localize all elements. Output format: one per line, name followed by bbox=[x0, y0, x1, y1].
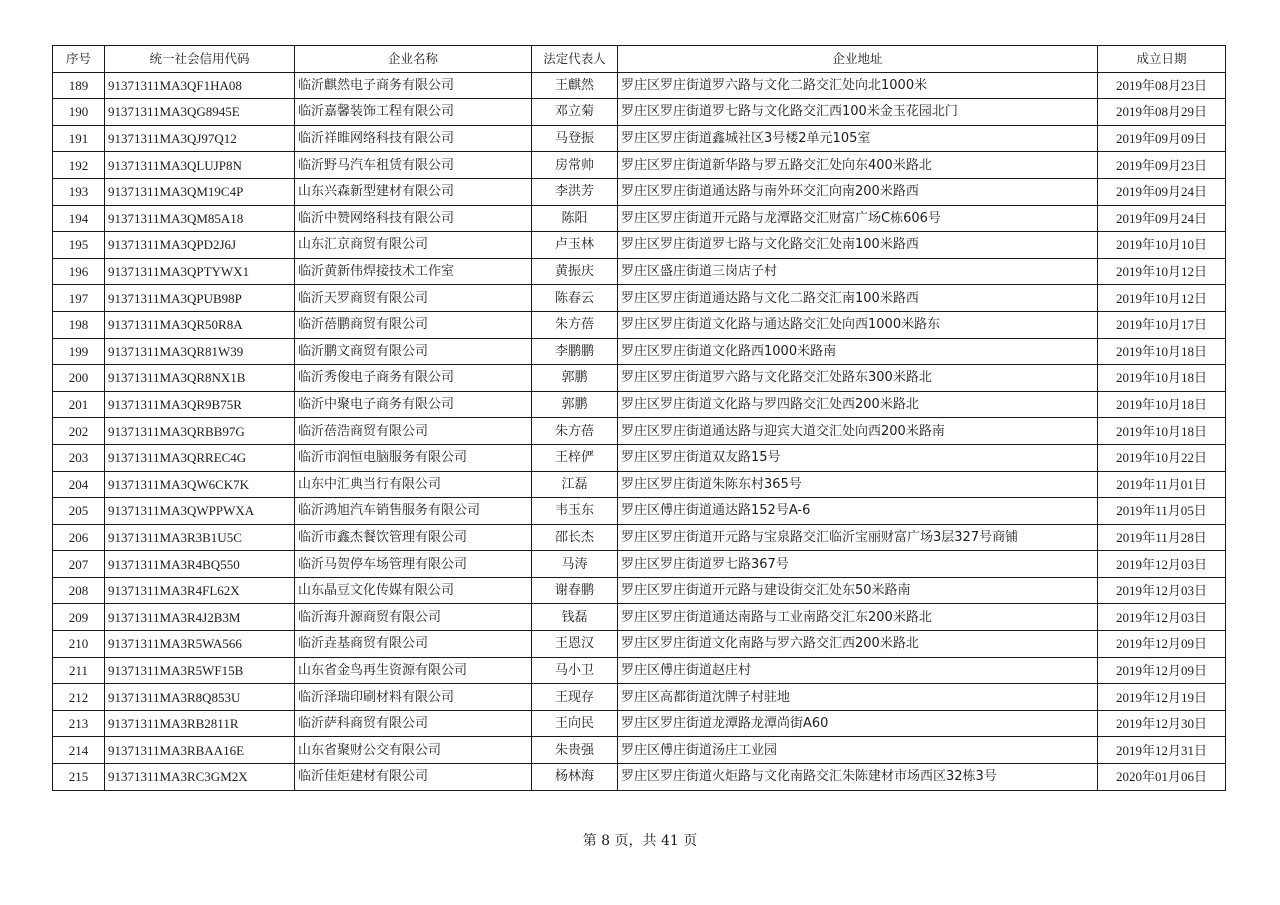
cell-legal-rep: 李鹏鹏 bbox=[532, 338, 618, 365]
cell-credit-code: 91371311MA3R4FL62X bbox=[105, 577, 295, 604]
cell-address: 罗庄区罗庄街道双友路15号 bbox=[618, 444, 1098, 471]
cell-credit-code: 91371311MA3R8Q853U bbox=[105, 684, 295, 711]
page-number: 第 8 页，共 41 页 bbox=[582, 833, 698, 849]
cell-seq: 202 bbox=[53, 418, 105, 445]
cell-company-name: 山东省金鸟再生资源有限公司 bbox=[295, 657, 532, 684]
cell-seq: 210 bbox=[53, 631, 105, 658]
cell-founded-date: 2019年12月19日 bbox=[1098, 684, 1226, 711]
cell-credit-code: 91371311MA3QJ97Q12 bbox=[105, 125, 295, 152]
cell-founded-date: 2019年10月18日 bbox=[1098, 418, 1226, 445]
cell-legal-rep: 卢玉林 bbox=[532, 232, 618, 259]
cell-address: 罗庄区罗庄街道火炬路与文化南路交汇朱陈建材市场西区32栋3号 bbox=[618, 764, 1098, 791]
cell-legal-rep: 邵长杰 bbox=[532, 524, 618, 551]
cell-legal-rep: 王现存 bbox=[532, 684, 618, 711]
table-row bbox=[53, 524, 1226, 551]
cell-address: 罗庄区罗庄街道龙潭路龙潭尚街A60 bbox=[618, 710, 1098, 737]
cell-founded-date: 2019年10月22日 bbox=[1098, 444, 1226, 471]
cell-seq: 193 bbox=[53, 178, 105, 205]
cell-seq: 212 bbox=[53, 684, 105, 711]
table-row bbox=[53, 152, 1226, 179]
table-row bbox=[53, 577, 1226, 604]
cell-credit-code: 91371311MA3QR50R8A bbox=[105, 311, 295, 338]
cell-credit-code: 91371311MA3QW6CK7K bbox=[105, 471, 295, 498]
cell-company-name: 山东中汇典当行有限公司 bbox=[295, 471, 532, 498]
cell-seq: 203 bbox=[53, 444, 105, 471]
cell-company-name: 山东汇京商贸有限公司 bbox=[295, 232, 532, 259]
cell-founded-date: 2019年10月18日 bbox=[1098, 365, 1226, 392]
cell-seq: 199 bbox=[53, 338, 105, 365]
cell-credit-code: 91371311MA3QR9B75R bbox=[105, 391, 295, 418]
cell-credit-code: 91371311MA3QPUB98P bbox=[105, 285, 295, 312]
cell-address: 罗庄区罗庄街道罗七路与文化路交汇西100米金玉花园北门 bbox=[618, 99, 1098, 126]
cell-founded-date: 2019年11月01日 bbox=[1098, 471, 1226, 498]
cell-founded-date: 2019年09月09日 bbox=[1098, 125, 1226, 152]
cell-founded-date: 2019年11月28日 bbox=[1098, 524, 1226, 551]
cell-legal-rep: 李洪芳 bbox=[532, 178, 618, 205]
cell-credit-code: 91371311MA3QLUJP8N bbox=[105, 152, 295, 179]
cell-address: 罗庄区罗庄街道通达南路与工业南路交汇东200米路北 bbox=[618, 604, 1098, 631]
cell-legal-rep: 韦玉东 bbox=[532, 498, 618, 525]
cell-address: 罗庄区罗庄街道通达路与文化二路交汇南100米路西 bbox=[618, 285, 1098, 312]
cell-address: 罗庄区罗庄街道开元路与龙潭路交汇财富广场C栋606号 bbox=[618, 205, 1098, 232]
cell-credit-code: 91371311MA3R4BQ550 bbox=[105, 551, 295, 578]
cell-credit-code: 91371311MA3QR8NX1B bbox=[105, 365, 295, 392]
cell-seq: 205 bbox=[53, 498, 105, 525]
table-row bbox=[53, 710, 1226, 737]
cell-seq: 206 bbox=[53, 524, 105, 551]
cell-company-name: 临沂萨科商贸有限公司 bbox=[295, 710, 532, 737]
cell-address: 罗庄区傅庄街道汤庄工业园 bbox=[618, 737, 1098, 764]
cell-address: 罗庄区高都街道沈牌子村驻地 bbox=[618, 684, 1098, 711]
cell-legal-rep: 马涛 bbox=[532, 551, 618, 578]
table-row bbox=[53, 604, 1226, 631]
cell-seq: 215 bbox=[53, 764, 105, 791]
cell-credit-code: 91371311MA3RC3GM2X bbox=[105, 764, 295, 791]
cell-address: 罗庄区罗庄街道鑫城社区3号楼2单元105室 bbox=[618, 125, 1098, 152]
table-row bbox=[53, 99, 1226, 126]
cell-address: 罗庄区盛庄街道三岗店子村 bbox=[618, 258, 1098, 285]
cell-seq: 192 bbox=[53, 152, 105, 179]
header-address: 企业地址 bbox=[618, 46, 1098, 73]
cell-seq: 207 bbox=[53, 551, 105, 578]
cell-founded-date: 2019年08月29日 bbox=[1098, 99, 1226, 126]
cell-seq: 201 bbox=[53, 391, 105, 418]
cell-address: 罗庄区罗庄街道罗六路与文化路交汇处路东300米路北 bbox=[618, 365, 1098, 392]
cell-founded-date: 2019年10月18日 bbox=[1098, 391, 1226, 418]
cell-address: 罗庄区罗庄街道朱陈东村365号 bbox=[618, 471, 1098, 498]
cell-address: 罗庄区罗庄街道通达路与迎宾大道交汇处向西200米路南 bbox=[618, 418, 1098, 445]
header-founded-date: 成立日期 bbox=[1098, 46, 1226, 73]
table-body bbox=[53, 72, 1226, 790]
cell-company-name: 临沂中聚电子商务有限公司 bbox=[295, 391, 532, 418]
cell-legal-rep: 郭鹏 bbox=[532, 391, 618, 418]
cell-founded-date: 2019年12月09日 bbox=[1098, 657, 1226, 684]
cell-credit-code: 91371311MA3RBAA16E bbox=[105, 737, 295, 764]
cell-address: 罗庄区傅庄街道通达路152号A-6 bbox=[618, 498, 1098, 525]
header-row bbox=[53, 46, 1226, 73]
cell-company-name: 山东兴森新型建材有限公司 bbox=[295, 178, 532, 205]
cell-credit-code: 91371311MA3QM19C4P bbox=[105, 178, 295, 205]
cell-company-name: 临沂垚基商贸有限公司 bbox=[295, 631, 532, 658]
cell-address: 罗庄区罗庄街道通达路与南外环交汇向南200米路西 bbox=[618, 178, 1098, 205]
header-legal-rep: 法定代表人 bbox=[532, 46, 618, 73]
cell-company-name: 临沂泽瑞印刷材料有限公司 bbox=[295, 684, 532, 711]
cell-legal-rep: 马登振 bbox=[532, 125, 618, 152]
table-header bbox=[53, 46, 1226, 73]
cell-company-name: 临沂秀俊电子商务有限公司 bbox=[295, 365, 532, 392]
cell-seq: 204 bbox=[53, 471, 105, 498]
table-row bbox=[53, 232, 1226, 259]
cell-seq: 195 bbox=[53, 232, 105, 259]
cell-seq: 198 bbox=[53, 311, 105, 338]
table-row bbox=[53, 418, 1226, 445]
cell-address: 罗庄区罗庄街道文化南路与罗六路交汇西200米路北 bbox=[618, 631, 1098, 658]
cell-company-name: 临沂佳炬建材有限公司 bbox=[295, 764, 532, 791]
cell-legal-rep: 陈阳 bbox=[532, 205, 618, 232]
cell-credit-code: 91371311MA3QR81W39 bbox=[105, 338, 295, 365]
table-row bbox=[53, 311, 1226, 338]
cell-legal-rep: 杨林海 bbox=[532, 764, 618, 791]
cell-credit-code: 91371311MA3R5WF15B bbox=[105, 657, 295, 684]
header-credit-code: 统一社会信用代码 bbox=[105, 46, 295, 73]
cell-founded-date: 2020年01月06日 bbox=[1098, 764, 1226, 791]
table-row bbox=[53, 365, 1226, 392]
cell-founded-date: 2019年12月30日 bbox=[1098, 710, 1226, 737]
table-row bbox=[53, 737, 1226, 764]
cell-founded-date: 2019年10月12日 bbox=[1098, 258, 1226, 285]
cell-address: 罗庄区罗庄街道文化路与通达路交汇处向西1000米路东 bbox=[618, 311, 1098, 338]
cell-founded-date: 2019年08月23日 bbox=[1098, 72, 1226, 99]
header-company-name: 企业名称 bbox=[295, 46, 532, 73]
table-row bbox=[53, 258, 1226, 285]
cell-legal-rep: 朱方蓓 bbox=[532, 418, 618, 445]
cell-company-name: 临沂鹏文商贸有限公司 bbox=[295, 338, 532, 365]
cell-founded-date: 2019年11月05日 bbox=[1098, 498, 1226, 525]
cell-company-name: 山东晶豆文化传媒有限公司 bbox=[295, 577, 532, 604]
cell-founded-date: 2019年10月10日 bbox=[1098, 232, 1226, 259]
cell-legal-rep: 王麒然 bbox=[532, 72, 618, 99]
cell-legal-rep: 江磊 bbox=[532, 471, 618, 498]
table-row bbox=[53, 178, 1226, 205]
cell-credit-code: 91371311MA3RB2811R bbox=[105, 710, 295, 737]
cell-credit-code: 91371311MA3QG8945E bbox=[105, 99, 295, 126]
cell-company-name: 临沂天罗商贸有限公司 bbox=[295, 285, 532, 312]
table-row bbox=[53, 498, 1226, 525]
cell-company-name: 临沂蓓浩商贸有限公司 bbox=[295, 418, 532, 445]
cell-company-name: 临沂嘉馨装饰工程有限公司 bbox=[295, 99, 532, 126]
table-row bbox=[53, 551, 1226, 578]
cell-seq: 211 bbox=[53, 657, 105, 684]
cell-credit-code: 91371311MA3QM85A18 bbox=[105, 205, 295, 232]
cell-legal-rep: 朱贵强 bbox=[532, 737, 618, 764]
table-row bbox=[53, 205, 1226, 232]
cell-legal-rep: 王恩汉 bbox=[532, 631, 618, 658]
table-row bbox=[53, 285, 1226, 312]
cell-company-name: 临沂马贺停车场管理有限公司 bbox=[295, 551, 532, 578]
cell-seq: 208 bbox=[53, 577, 105, 604]
table-row bbox=[53, 631, 1226, 658]
cell-address: 罗庄区罗庄街道罗六路与文化二路交汇处向北1000米 bbox=[618, 72, 1098, 99]
cell-legal-rep: 谢春鹏 bbox=[532, 577, 618, 604]
cell-founded-date: 2019年12月31日 bbox=[1098, 737, 1226, 764]
cell-legal-rep: 邓立菊 bbox=[532, 99, 618, 126]
cell-credit-code: 91371311MA3R3B1U5C bbox=[105, 524, 295, 551]
cell-founded-date: 2019年12月03日 bbox=[1098, 551, 1226, 578]
cell-legal-rep: 马小卫 bbox=[532, 657, 618, 684]
cell-founded-date: 2019年12月09日 bbox=[1098, 631, 1226, 658]
cell-seq: 209 bbox=[53, 604, 105, 631]
cell-legal-rep: 王梓俨 bbox=[532, 444, 618, 471]
cell-address: 罗庄区罗庄街道开元路与宝泉路交汇临沂宝丽财富广场3层327号商铺 bbox=[618, 524, 1098, 551]
cell-seq: 197 bbox=[53, 285, 105, 312]
cell-founded-date: 2019年09月24日 bbox=[1098, 205, 1226, 232]
cell-credit-code: 91371311MA3R5WA566 bbox=[105, 631, 295, 658]
cell-company-name: 山东省聚财公交有限公司 bbox=[295, 737, 532, 764]
table-row bbox=[53, 125, 1226, 152]
cell-company-name: 临沂麒然电子商务有限公司 bbox=[295, 72, 532, 99]
cell-credit-code: 91371311MA3R4J2B3M bbox=[105, 604, 295, 631]
cell-address: 罗庄区罗庄街道新华路与罗五路交汇处向东400米路北 bbox=[618, 152, 1098, 179]
cell-seq: 191 bbox=[53, 125, 105, 152]
header-seq: 序号 bbox=[53, 46, 105, 73]
cell-legal-rep: 房常帅 bbox=[532, 152, 618, 179]
table-row bbox=[53, 391, 1226, 418]
cell-founded-date: 2019年12月03日 bbox=[1098, 604, 1226, 631]
cell-address: 罗庄区罗庄街道文化路西1000米路南 bbox=[618, 338, 1098, 365]
cell-legal-rep: 郭鹏 bbox=[532, 365, 618, 392]
cell-company-name: 临沂市鑫杰餐饮管理有限公司 bbox=[295, 524, 532, 551]
table-row bbox=[53, 764, 1226, 791]
cell-seq: 213 bbox=[53, 710, 105, 737]
cell-founded-date: 2019年09月23日 bbox=[1098, 152, 1226, 179]
cell-address: 罗庄区罗庄街道罗七路与文化路交汇处南100米路西 bbox=[618, 232, 1098, 259]
cell-legal-rep: 钱磊 bbox=[532, 604, 618, 631]
cell-founded-date: 2019年10月18日 bbox=[1098, 338, 1226, 365]
cell-address: 罗庄区罗庄街道罗七路367号 bbox=[618, 551, 1098, 578]
cell-company-name: 临沂鸿旭汽车销售服务有限公司 bbox=[295, 498, 532, 525]
cell-seq: 196 bbox=[53, 258, 105, 285]
cell-company-name: 临沂中赞网络科技有限公司 bbox=[295, 205, 532, 232]
cell-seq: 194 bbox=[53, 205, 105, 232]
table-row bbox=[53, 338, 1226, 365]
cell-company-name: 临沂蓓鹏商贸有限公司 bbox=[295, 311, 532, 338]
cell-legal-rep: 朱方蓓 bbox=[532, 311, 618, 338]
cell-founded-date: 2019年10月17日 bbox=[1098, 311, 1226, 338]
cell-company-name: 临沂市润恒电脑服务有限公司 bbox=[295, 444, 532, 471]
cell-seq: 189 bbox=[53, 72, 105, 99]
cell-address: 罗庄区傅庄街道赵庄村 bbox=[618, 657, 1098, 684]
cell-credit-code: 91371311MA3QPD2J6J bbox=[105, 232, 295, 259]
cell-credit-code: 91371311MA3QF1HA08 bbox=[105, 72, 295, 99]
cell-legal-rep: 黄振庆 bbox=[532, 258, 618, 285]
cell-address: 罗庄区罗庄街道文化路与罗四路交汇处西200米路北 bbox=[618, 391, 1098, 418]
table-row bbox=[53, 657, 1226, 684]
cell-company-name: 临沂祥睢网络科技有限公司 bbox=[295, 125, 532, 152]
cell-founded-date: 2019年10月12日 bbox=[1098, 285, 1226, 312]
cell-credit-code: 91371311MA3QRREC4G bbox=[105, 444, 295, 471]
cell-legal-rep: 王向民 bbox=[532, 710, 618, 737]
cell-founded-date: 2019年09月24日 bbox=[1098, 178, 1226, 205]
table-row bbox=[53, 684, 1226, 711]
table-row bbox=[53, 72, 1226, 99]
cell-credit-code: 91371311MA3QWPPWXA bbox=[105, 498, 295, 525]
cell-seq: 214 bbox=[53, 737, 105, 764]
cell-credit-code: 91371311MA3QRBB97G bbox=[105, 418, 295, 445]
cell-seq: 200 bbox=[53, 365, 105, 392]
cell-company-name: 临沂黄新伟焊接技术工作室 bbox=[295, 258, 532, 285]
cell-founded-date: 2019年12月03日 bbox=[1098, 577, 1226, 604]
enterprise-registry-table bbox=[52, 45, 1226, 791]
table-row bbox=[53, 471, 1226, 498]
cell-credit-code: 91371311MA3QPTYWX1 bbox=[105, 258, 295, 285]
cell-seq: 190 bbox=[53, 99, 105, 126]
cell-company-name: 临沂海升源商贸有限公司 bbox=[295, 604, 532, 631]
cell-legal-rep: 陈春云 bbox=[532, 285, 618, 312]
table-row bbox=[53, 444, 1226, 471]
cell-address: 罗庄区罗庄街道开元路与建设街交汇处东50米路南 bbox=[618, 577, 1098, 604]
cell-company-name: 临沂野马汽车租赁有限公司 bbox=[295, 152, 532, 179]
